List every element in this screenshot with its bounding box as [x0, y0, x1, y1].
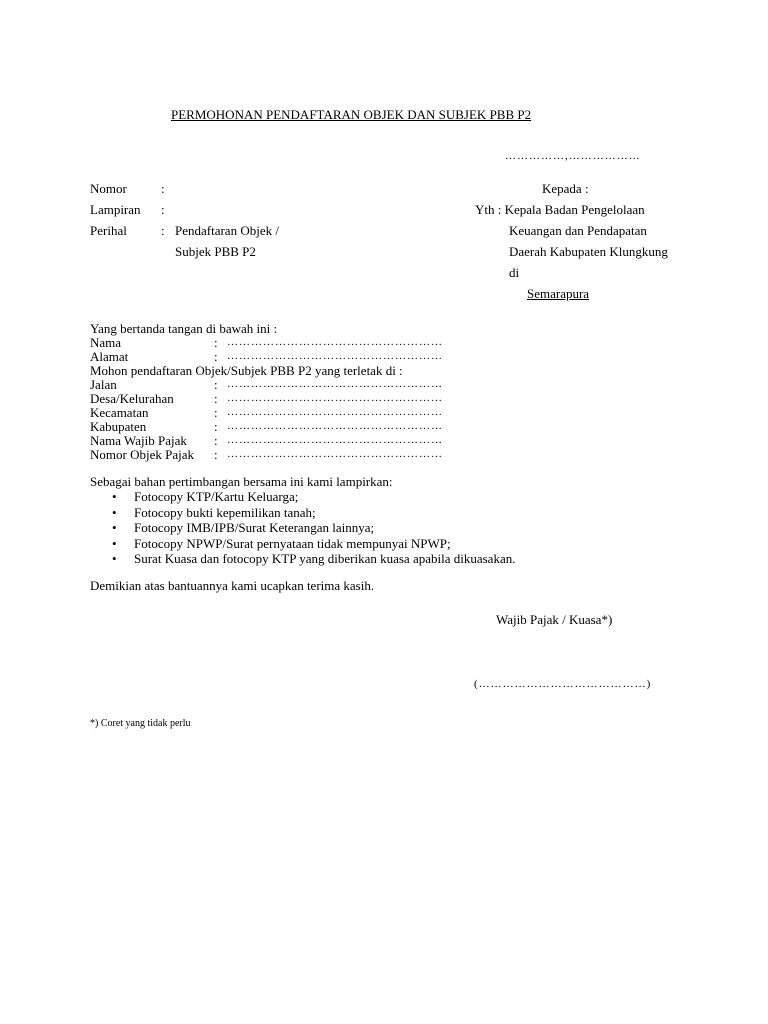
field-colon: : [214, 405, 218, 420]
field-label: Kecamatan [90, 405, 149, 420]
bullet-icon: • [112, 551, 117, 567]
date-place-line: ……………,……………… [505, 150, 641, 162]
perihal-line-2: Subjek PBB P2 [175, 244, 256, 259]
lampiran-colon: : [161, 202, 165, 217]
field-label: Nomor Objek Pajak [90, 447, 194, 462]
field-colon: : [214, 419, 218, 434]
field-fill-line: ……………………………………………… [227, 448, 443, 460]
field-colon: : [214, 391, 218, 406]
field-fill-line: ……………………………………………… [227, 350, 443, 362]
field-row-desa-kelurahan [90, 391, 510, 406]
bullet-icon: • [112, 520, 117, 536]
list-item [108, 489, 515, 505]
field-fill-line: ……………………………………………… [227, 392, 443, 404]
field-label: Nama [90, 335, 122, 350]
lampiran-label: Lampiran [90, 202, 141, 217]
field-label: Nama Wajib Pajak [90, 433, 187, 448]
attachments-intro: Sebagai bahan pertimbangan bersama ini kami lampirkan: [90, 474, 393, 489]
signature-title: Wajib Pajak / Kuasa*) [496, 612, 613, 627]
list-item-text: Fotocopy IMB/IPB/Surat Keterangan lainnya; [134, 520, 375, 536]
field-row-nama [90, 335, 510, 350]
field-colon: : [214, 447, 218, 462]
field-row-alamat [90, 349, 510, 364]
signature-line: (……………………………………) [474, 678, 652, 690]
field-row-nomor-objek-pajak [90, 447, 510, 462]
field-label: Kabupaten [90, 419, 147, 434]
bullet-icon: • [112, 489, 117, 504]
field-fill-line: ……………………………………………… [227, 434, 443, 446]
field-row-jalan [90, 377, 510, 392]
field-colon: : [214, 349, 218, 364]
field-row-kabupaten [90, 419, 510, 434]
perihal-colon: : [161, 223, 165, 238]
document-title: PERMOHONAN PENDAFTARAN OBJEK DAN SUBJEK PBB P2 [171, 107, 532, 122]
field-label: Jalan [90, 377, 117, 392]
list-item [108, 520, 515, 536]
intro-text: Yang bertanda tangan di bawah ini : [90, 321, 278, 336]
field-label: Desa/Kelurahan [90, 391, 174, 406]
addressee-line-2: Keuangan dan Pendapatan [509, 223, 647, 238]
field-colon: : [214, 433, 218, 448]
list-item [108, 536, 515, 552]
field-row-kecamatan [90, 405, 510, 420]
nomor-label: Nomor [90, 181, 127, 196]
perihal-label: Perihal [90, 223, 127, 238]
kepada-label: Kepada : [542, 181, 589, 196]
nomor-colon: : [161, 181, 165, 196]
perihal-line-1: Pendaftaran Objek / [175, 223, 279, 238]
location-intro-text: Mohon pendaftaran Objek/Subjek PBB P2 yang terletak di : [90, 363, 403, 378]
footnote: *) Coret yang tidak perlu [90, 718, 191, 729]
attachments-list [108, 489, 515, 567]
field-row-nama-wajib-pajak [90, 433, 510, 448]
field-colon: : [214, 377, 218, 392]
bullet-icon: • [112, 504, 117, 520]
field-fill-line: ……………………………………………… [227, 378, 443, 390]
field-colon: : [214, 335, 218, 350]
addressee-line-1: Yth : Kepala Badan Pengelolaan [475, 202, 645, 217]
field-fill-line: ……………………………………………… [227, 336, 443, 348]
addressee-city: Semarapura [527, 286, 590, 301]
list-item [108, 505, 515, 521]
list-item-text: Surat Kuasa dan fotocopy KTP yang diberikan kuasa apabila dikuasakan. [134, 551, 516, 567]
list-item-text: Fotocopy bukti kepemilikan tanah; [134, 504, 316, 520]
field-fill-line: ……………………………………………… [227, 406, 443, 418]
addressee-line-3: Daerah Kabupaten Klungkung [509, 244, 668, 259]
field-fill-line: ……………………………………………… [227, 420, 443, 432]
list-item [108, 551, 515, 567]
addressee-di: di [509, 265, 520, 280]
bullet-icon: • [112, 535, 117, 551]
list-item-text: Fotocopy NPWP/Surat pernyataan tidak mempunyai NPWP; [134, 535, 451, 551]
field-label: Alamat [90, 349, 129, 364]
closing-text: Demikian atas bantuannya kami ucapkan terima kasih. [90, 578, 375, 593]
list-item-text: Fotocopy KTP/Kartu Keluarga; [134, 489, 299, 504]
